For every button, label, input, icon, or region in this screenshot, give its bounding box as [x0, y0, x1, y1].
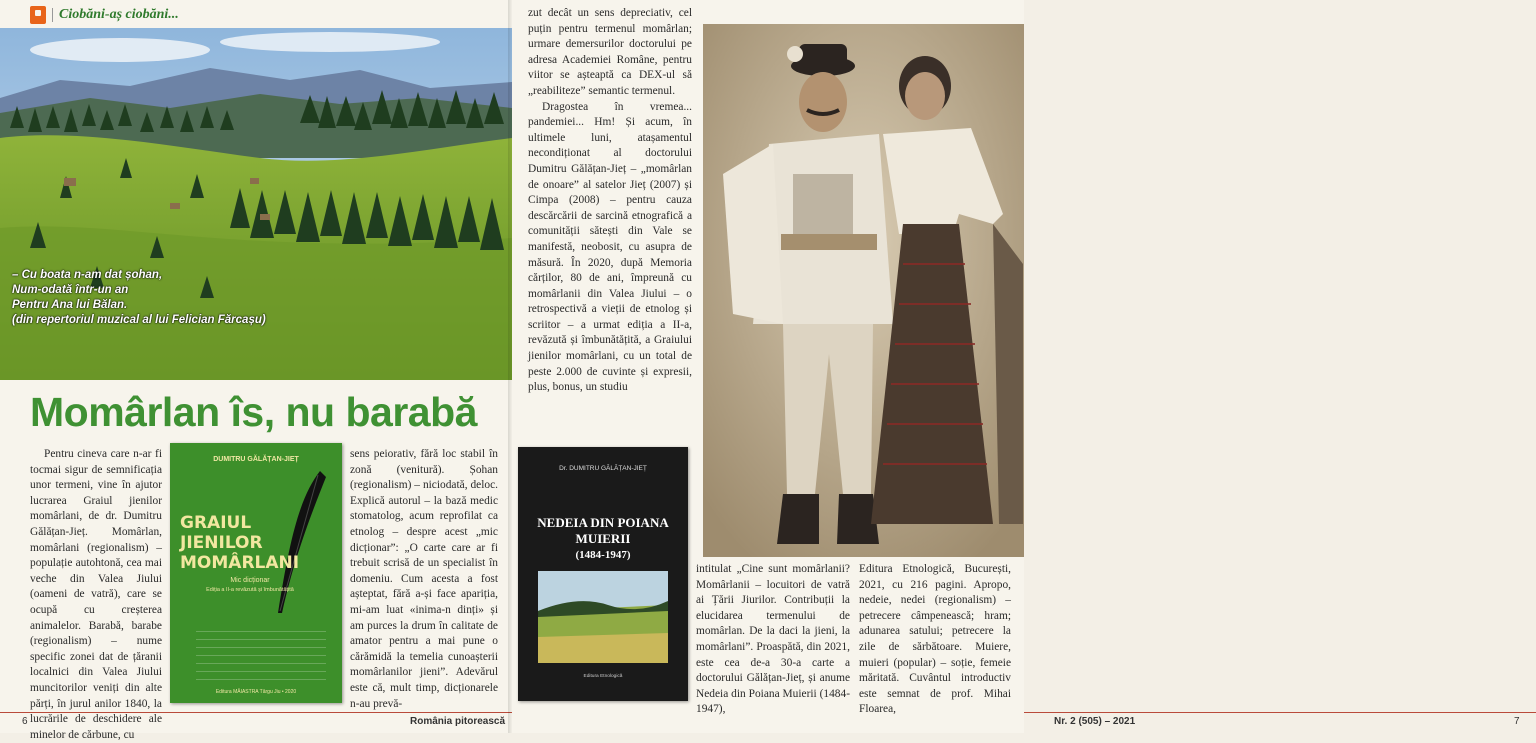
book-years: (1484-1947) — [575, 549, 631, 561]
publication-name: România pitorească — [410, 716, 506, 727]
section-header — [30, 4, 179, 26]
section-title: Ciobăni-aș ciobăni... — [59, 7, 179, 22]
header-divider — [52, 8, 53, 22]
article-headline: Momârlan îs, nu barabă — [30, 389, 477, 435]
book-title — [518, 515, 688, 547]
paragraph: zut decât un sens depreciativ, cel puțin pentru termenul momârlan; urmare demersurilor doctorului pe adresa Academiei Române, pentru viitor se așteaptă ca DEX-ul să „reabiliteze” semantic termenul. — [528, 7, 692, 97]
paragraph: Dragostea în vremea... pandemiei... Hm! Și acum, în ultimele luni, atașamentul necondiționat al doctorului Dumitru Gălățan-Jieț – „momârlan de onoare” al satelor Jieț (2007) și Cimpa (2008) – pentru cauza descărcării de sarcină etnografică a comunității sătești din Vale se manifestă, neobosit, cu asupra de măsură. În 2020, după Memoria cărților, 80 de ani, împreună cu momârlanii din Valea Jiului – o retrospectivă a vieții de etnolog și scriitor – a urmat ediția a II-a, revăzută și îmbunătățită, a Graiului jienilor momârlani, cu un total de peste 2.000 de cuvinte și expresii, plus, bonus, un studiu — [528, 100, 692, 394]
decorative-text-lines — [196, 631, 326, 681]
book-title-line: JIENILOR — [180, 533, 263, 553]
book-author: Dr. DUMITRU GĂLĂȚAN-JIEȚ — [559, 465, 647, 472]
magazine-logo-icon — [30, 6, 46, 24]
left-footer — [0, 712, 512, 733]
book-cover-nedeia — [518, 447, 688, 701]
text-column-1 — [30, 447, 162, 743]
right-page — [512, 0, 1520, 733]
text-column-2 — [350, 447, 498, 712]
paragraph: Pentru cineva care n-ar fi tocmai sigur de semnificația unor termeni, vine în ajutor lucrarea Graiul jienilor momârlani, de dr. Dumitru Gălățan-Jieț. Momârlan, momârlani (regionalism) – populație autohtonă, cea mai veche din Valea Jiului (oameni de vatră), care se ocupă cu creșterea animalelor. Barabă, barabe (regionalism) – nume specific zonei dat de țăranii localnici din Valea Jiului muncitorilor veniți din alte părți, în jurul anilor 1840, la lucrările de deschidere ale minelor de cărbune, cu — [30, 448, 162, 741]
issue-number: Nr. 2 (505) – 2021 — [1054, 716, 1136, 727]
right-footer — [1024, 712, 1536, 733]
couple-in-folk-costume-photo — [703, 24, 1024, 557]
caption-source: (din repertoriul muzical al lui Felician Fărcașu) — [12, 314, 266, 326]
left-page — [0, 0, 512, 741]
book-subtitle: Mic dicționar — [230, 577, 270, 584]
paragraph: Editura Etnologică, București, 2021, cu 216 pagini. Apropo, nedeie, nedei (regionalism) – petrecere câmpenească; hram; adunarea satului; petrecere la zile de sărbătoare. Muiere, muieri (popular) – soție, femeie măritată. Cuvântul introductiv este semnat de prof. Mihai Floarea, — [859, 563, 1011, 716]
book-title-line: NEDEIA DIN POIANA — [537, 515, 669, 530]
book-title-line: MUIERII — [575, 531, 631, 546]
paragraph: sens peiorativ, fără loc stabil în zonă (venitură). Șohan (regionalism) – niciodată, deloc. Explică autorul – la bază medic stomatolog, acum reprofilat ca etnolog – despre acest „mic dicționar”: „O carte care ar fi trebuit scrisă de un specialist în domeniu. Cum acesta a fost așteptat, fără a-și face apariția, mi-am luat «inima-n dinți» și am purces la drum în calitate de amator pentru a mai pune o cărămidă la temelia cunoașterii momârlanilor jieni”. Adevărul este că, mult timp, dicționarele n-au prevă- — [350, 448, 498, 710]
caption-line: – Cu boata n-am dat șohan, — [12, 269, 163, 281]
book-cover-graiul-jienilor — [170, 443, 342, 703]
page-number: 6 — [22, 716, 28, 727]
photo-caption — [12, 268, 272, 328]
book-title-line: GRAIUL — [180, 513, 252, 533]
text-column-5 — [859, 562, 1011, 718]
book-edition: Ediția a II-a revăzută și îmbunătățită — [206, 587, 294, 593]
text-column-4 — [696, 562, 850, 718]
meadow-cover-photo — [538, 571, 668, 663]
page-number: 7 — [1514, 716, 1520, 727]
paragraph: intitulat „Cine sunt momârlanii? Momârlanii – locuitori de vatră ai Țării Jiurilor. Contribuții la elucidarea termenului de momârlan. De la daci la jieni, la momârlani”. Proaspătă, din 2021, este cea de-a 30-a carte a doctorului Gălățan-Jieț, și anume Nedeia din Poiana Muierii (1484-1947), — [696, 563, 850, 716]
book-title-line: MOMÂRLANI — [180, 553, 300, 573]
book-author: DUMITRU GĂLĂȚAN-JIEȚ — [213, 456, 299, 463]
book-publisher: Editura Etnologică — [583, 674, 623, 679]
caption-line: Pentru Ana lui Bălan. — [12, 299, 128, 311]
book-publisher: Editura MĂIASTRA Târgu Jiu • 2020 — [215, 689, 297, 695]
text-column-3 — [528, 6, 692, 396]
caption-line: Num-odată într-un an — [12, 284, 129, 296]
